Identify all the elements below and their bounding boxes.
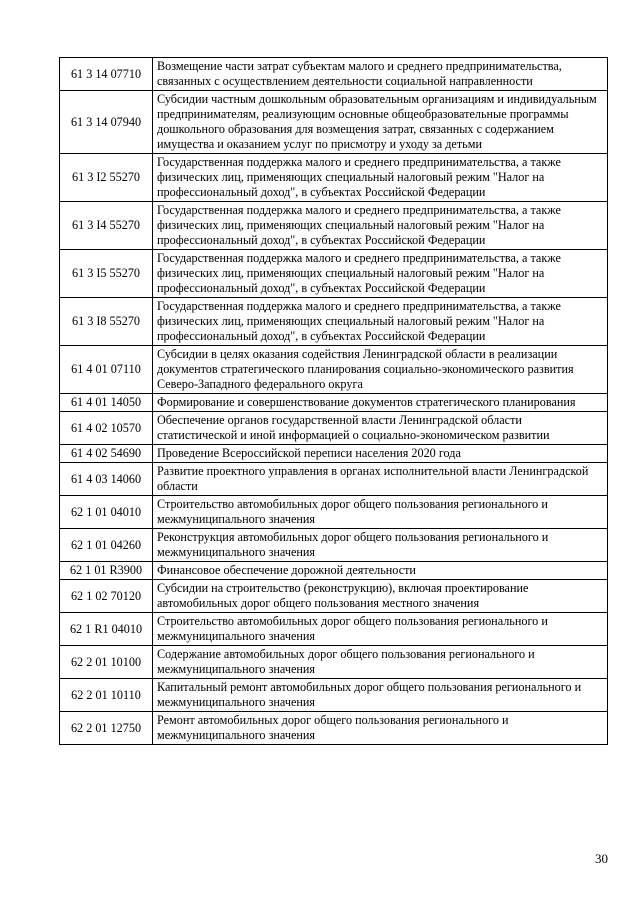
budget-code-cell: 61 3 I5 55270	[60, 250, 153, 298]
table-row	[60, 412, 608, 445]
table-row	[60, 613, 608, 646]
table-row	[60, 679, 608, 712]
description-cell: Развитие проектного управления в органах исполнительной власти Ленинградской области	[153, 463, 608, 496]
description-cell: Государственная поддержка малого и среднего предпринимательства, а также физических лиц, применяющих специальный налоговый режим "Налог на профессиональный доход", в субъектах Российской Федерации	[153, 202, 608, 250]
table-row	[60, 463, 608, 496]
budget-code-cell: 61 3 I2 55270	[60, 154, 153, 202]
description-cell: Проведение Всероссийской переписи населения 2020 года	[153, 445, 608, 463]
description-cell: Формирование и совершенствование документов стратегического планирования	[153, 394, 608, 412]
description-cell: Государственная поддержка малого и среднего предпринимательства, а также физических лиц, применяющих специальный налоговый режим "Налог на профессиональный доход", в субъектах Российской Федерации	[153, 154, 608, 202]
budget-codes-table-body	[60, 58, 608, 745]
table-row	[60, 202, 608, 250]
table-row	[60, 346, 608, 394]
description-cell: Строительство автомобильных дорог общего пользования регионального и межмуниципального значения	[153, 496, 608, 529]
budget-code-cell: 61 3 14 07710	[60, 58, 153, 91]
table-row	[60, 496, 608, 529]
budget-code-cell: 61 4 03 14060	[60, 463, 153, 496]
budget-codes-table	[59, 57, 608, 745]
budget-code-cell: 61 3 14 07940	[60, 91, 153, 154]
table-row	[60, 445, 608, 463]
description-cell: Реконструкция автомобильных дорог общего пользования регионального и межмуниципального значения	[153, 529, 608, 562]
description-cell: Государственная поддержка малого и среднего предпринимательства, а также физических лиц, применяющих специальный налоговый режим "Налог на профессиональный доход", в субъектах Российской Федерации	[153, 298, 608, 346]
table-row	[60, 58, 608, 91]
table-row	[60, 529, 608, 562]
table-row	[60, 562, 608, 580]
budget-code-cell: 62 1 R1 04010	[60, 613, 153, 646]
description-cell: Содержание автомобильных дорог общего пользования регионального и межмуниципального значения	[153, 646, 608, 679]
budget-code-cell: 62 1 01 04260	[60, 529, 153, 562]
description-cell: Обеспечение органов государственной власти Ленинградской области статистической и иной информацией о социально-экономическом развитии	[153, 412, 608, 445]
table-row	[60, 298, 608, 346]
page-number: 30	[595, 851, 608, 866]
description-cell: Субсидии частным дошкольным образовательным организациям и индивидуальным предпринимателям, реализующим основные общеобразовательные программы дошкольного образования для возмещения затрат, связанных с содержанием имущества и оказанием услуг по присмотру и уходу за детьми	[153, 91, 608, 154]
budget-code-cell: 62 2 01 10100	[60, 646, 153, 679]
description-cell: Возмещение части затрат субъектам малого и среднего предпринимательства, связанных с осуществлением деятельности социальной направленности	[153, 58, 608, 91]
table-row	[60, 250, 608, 298]
budget-code-cell: 62 2 01 12750	[60, 712, 153, 745]
budget-code-cell: 62 1 02 70120	[60, 580, 153, 613]
budget-code-cell: 61 3 I4 55270	[60, 202, 153, 250]
table-row	[60, 154, 608, 202]
budget-code-cell: 62 1 01 R3900	[60, 562, 153, 580]
budget-code-cell: 62 1 01 04010	[60, 496, 153, 529]
budget-code-cell: 61 4 01 14050	[60, 394, 153, 412]
table-row	[60, 91, 608, 154]
table-row	[60, 646, 608, 679]
description-cell: Государственная поддержка малого и среднего предпринимательства, а также физических лиц, применяющих специальный налоговый режим "Налог на профессиональный доход", в субъектах Российской Федерации	[153, 250, 608, 298]
description-cell: Капитальный ремонт автомобильных дорог общего пользования регионального и межмуниципального значения	[153, 679, 608, 712]
budget-code-cell: 61 3 I8 55270	[60, 298, 153, 346]
description-cell: Финансовое обеспечение дорожной деятельности	[153, 562, 608, 580]
description-cell: Ремонт автомобильных дорог общего пользования регионального и межмуниципального значения	[153, 712, 608, 745]
budget-code-cell: 62 2 01 10110	[60, 679, 153, 712]
budget-code-cell: 61 4 01 07110	[60, 346, 153, 394]
budget-code-cell: 61 4 02 54690	[60, 445, 153, 463]
description-cell: Строительство автомобильных дорог общего пользования регионального и межмуниципального значения	[153, 613, 608, 646]
table-row	[60, 394, 608, 412]
table-row	[60, 712, 608, 745]
description-cell: Субсидии на строительство (реконструкцию), включая проектирование автомобильных дорог общего пользования местного значения	[153, 580, 608, 613]
table-row	[60, 580, 608, 613]
budget-code-cell: 61 4 02 10570	[60, 412, 153, 445]
description-cell: Субсидии в целях оказания содействия Ленинградской области в реализации документов стратегического планирования социально-экономического развития Северо-Западного федерального округа	[153, 346, 608, 394]
